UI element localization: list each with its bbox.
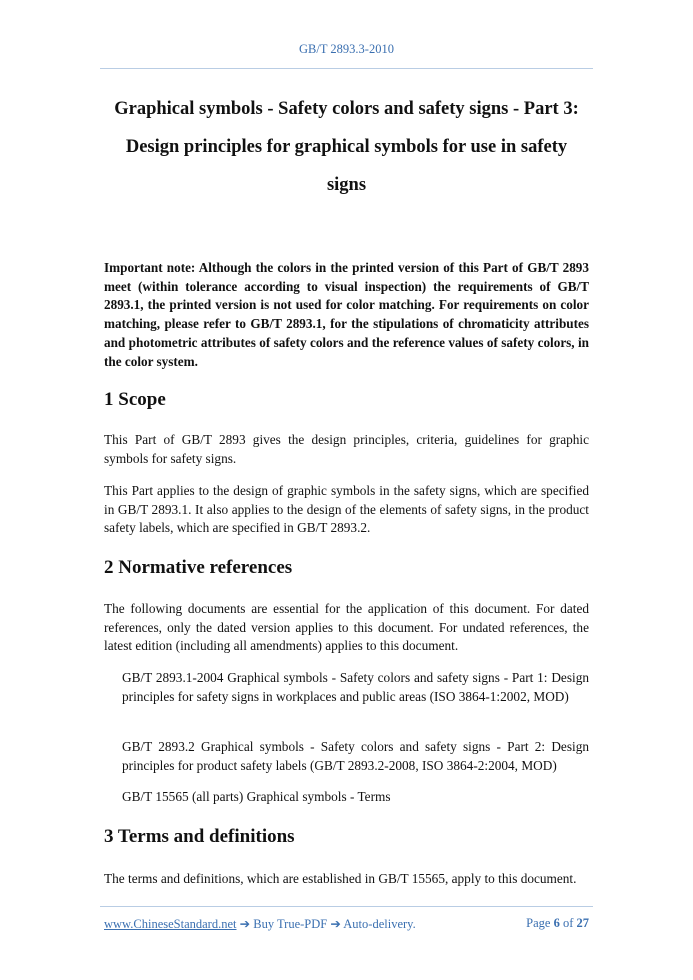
arrow-icon: ➔ xyxy=(239,917,251,931)
title-line-3: signs xyxy=(326,175,367,195)
section-heading-normative-references: 2 Normative references xyxy=(104,557,293,578)
title-line-2: Design principles for graphical symbols for use in safety xyxy=(125,137,568,157)
page-label: Page xyxy=(526,916,551,930)
arrow-icon: ➔ xyxy=(330,917,341,931)
section-heading-terms-definitions: 3 Terms and definitions xyxy=(104,826,295,847)
footer-links xyxy=(104,916,416,932)
page-of: of xyxy=(562,916,574,930)
footer-divider xyxy=(100,906,593,907)
buy-pdf-link[interactable]: Buy True-PDF xyxy=(253,917,328,931)
normative-intro-paragraph: The following documents are essential for the application of this document. For dated references, only the dated version applies to this document. For undated references, the latest edition (including all amendments) applies to this document. xyxy=(104,601,589,653)
header-divider xyxy=(100,68,593,69)
title-line-1: Graphical symbols - Safety colors and safety signs - Part 3: xyxy=(114,99,579,119)
page-current: 6 xyxy=(553,916,560,930)
reference-item: GB/T 2893.2 Graphical symbols - Safety colors and safety signs - Part 2: Design principles for product safety labels (GB/T 2893.2-2008, ISO 3864-2:2004, MOD) xyxy=(122,739,589,773)
page-indicator xyxy=(509,916,589,931)
scope-paragraph-1: This Part of GB/T 2893 gives the design principles, criteria, guidelines for graphic symbols for safety signs. xyxy=(104,432,589,466)
scope-paragraph-2: This Part applies to the design of graphic symbols in the safety signs, which are specified in GB/T 2893.1. It also applies to the design of the elements of safety signs, in the product safety labels, which are specified in GB/T 2893.2. xyxy=(104,483,589,535)
reference-item: GB/T 15565 (all parts) Graphical symbols - Terms xyxy=(122,789,391,804)
auto-delivery-text: Auto-delivery. xyxy=(343,917,416,931)
section-heading-scope: 1 Scope xyxy=(104,389,166,410)
reference-item: GB/T 2893.1-2004 Graphical symbols - Safety colors and safety signs - Part 1: Design principles for safety signs in workplaces and public areas (ISO 3864-1:2002, MOD) xyxy=(122,670,589,704)
document-title xyxy=(104,90,589,204)
header-document-id: GB/T 2893.3-2010 xyxy=(299,42,394,56)
page-total: 27 xyxy=(576,916,589,930)
terms-paragraph: The terms and definitions, which are established in GB/T 15565, apply to this document. xyxy=(104,871,577,886)
site-link[interactable]: www.ChineseStandard.net xyxy=(104,917,237,931)
important-note: Important note: Although the colors in the printed version of this Part of GB/T 2893 meet (within tolerance according to visual inspection) the requirements of GB/T 2893.1, the printed version is not used for color matching. For requirements on color matching, please refer to GB/T 2893.1, for the stipulations of chromaticity attributes and photometric attributes of safety colors and the reference values of safety colors, in the color system. xyxy=(104,260,589,369)
